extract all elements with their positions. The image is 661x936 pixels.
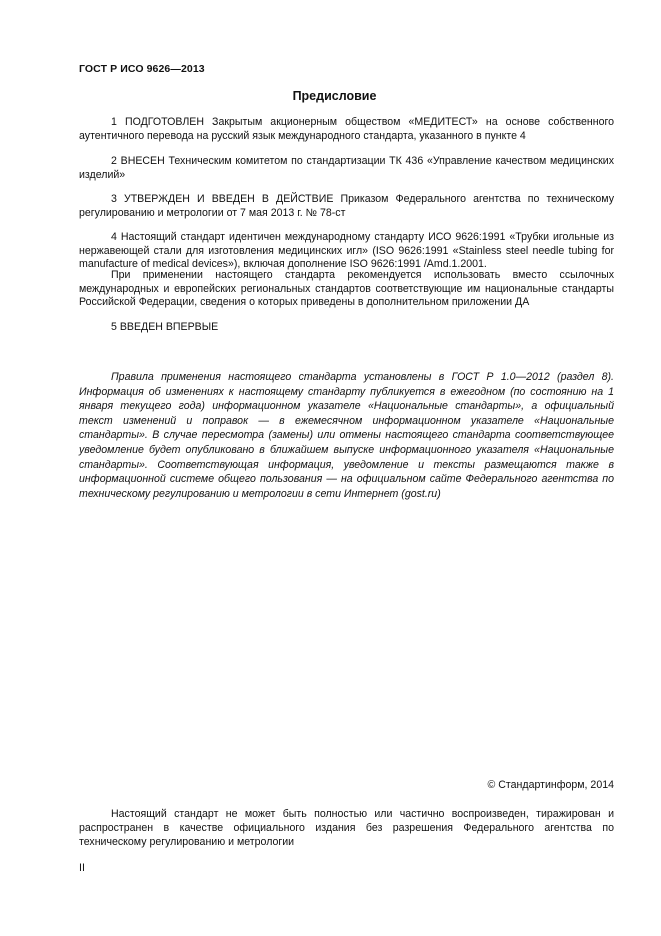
preface-item-5: 5 ВВЕДЕН ВПЕРВЫЕ	[111, 321, 219, 333]
preface-item-1: 1 ПОДГОТОВЛЕН Закрытым акционерным обществом «МЕДИТЕСТ» на основе собственного аутентичного перевода на русский язык международного стандарта, указанного в пункте 4	[79, 116, 614, 142]
rules-notice: Правила применения настоящего стандарта установлены в ГОСТ Р 1.0—2012 (раздел 8). Информация об изменениях к настоящему стандарту публикуется в ежегодном (по состоянию на 1 января текущего года) информационном указателе «Национальные стандарты», а официальный текст изменений и поправок — в ежемесячном информационном указателе «Национальные стандарты». В случае пересмотра (замены) или отмены настоящего стандарта соответствующее уведомление будет опубликовано в ближайшем выпуске информационного указателя «Национальные стандарты». Соответствующая информация, уведомление и тексты размещаются также в информационной системе общего пользования — на официальном сайте Федерального агентства по техническому регулированию и метрологии в сети Интернет (gost.ru)	[79, 371, 614, 500]
page-number: II	[79, 862, 85, 874]
preface-item-4: 4 Настоящий стандарт идентичен международному стандарту ИСО 9626:1991 «Трубки игольные из нержавеющей стали для изготовления медицинских игл» (ISO 9626:1991 «Stainless steel needle tubing for manufacture of medical devices»), включая дополнение ISO 9626:1991 /Amd.1.2001.	[79, 231, 614, 270]
page-title: Предисловие	[292, 89, 377, 103]
reproduction-notice: Настоящий стандарт не может быть полностью или частично воспроизведен, тиражирован и распространен в качестве официального издания без разрешения Федерального агентства по техническому регулированию и метрологии	[79, 808, 614, 848]
preface-item-2: 2 ВНЕСЕН Техническим комитетом по стандартизации ТК 436 «Управление качеством медицинских изделий»	[79, 155, 614, 181]
preface-item-4-note: При применении настоящего стандарта рекомендуется использовать вместо ссылочных международных и европейских региональных стандартов соответствующие им национальные стандарты Российской Федерации, сведения о которых приведены в дополнительном приложении ДА	[79, 269, 614, 308]
copyright-line: © Стандартинформ, 2014	[487, 779, 614, 791]
preface-item-3: 3 УТВЕРЖДЕН И ВВЕДЕН В ДЕЙСТВИЕ Приказом Федерального агентства по техническому регулированию и метрологии от 7 мая 2013 г. № 78-ст	[79, 193, 614, 219]
document-designation: ГОСТ Р ИСО 9626—2013	[79, 63, 205, 75]
